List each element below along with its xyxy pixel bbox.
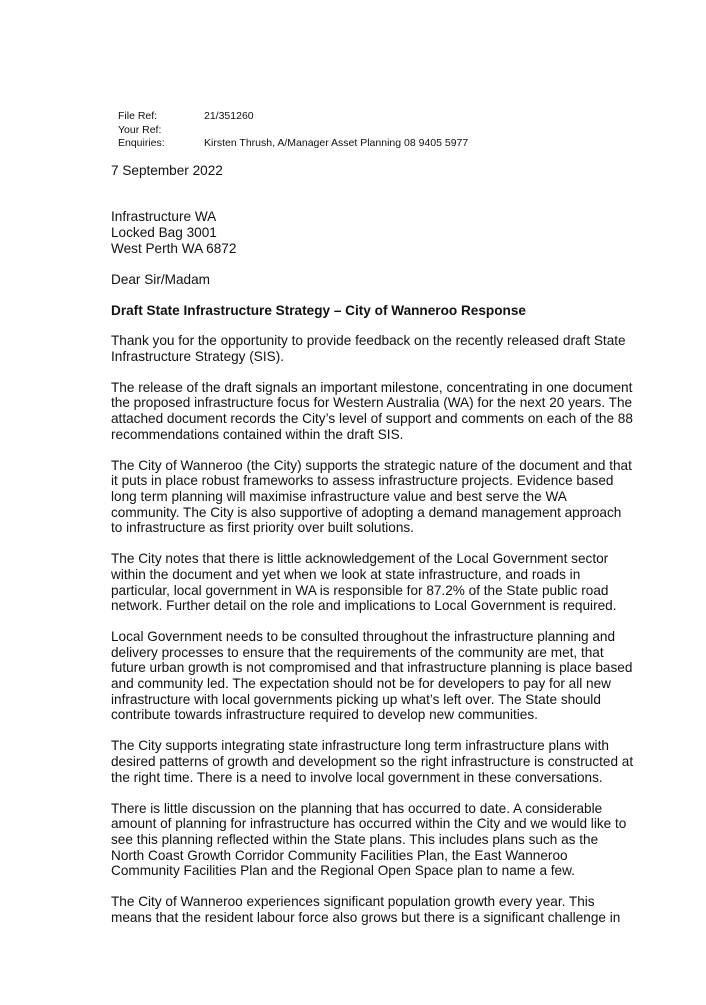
paragraph-line: The City of Wanneroo (the City) supports the strategic nature of the document and that [111, 457, 632, 473]
paragraph-line: The City supports integrating state infrastructure long term infrastructure plans with [111, 738, 609, 754]
enquiries-row [118, 137, 468, 151]
salutation: Dear Sir/Madam [111, 272, 210, 287]
body-paragraph [111, 333, 631, 364]
letter-date: 7 September 2022 [111, 163, 223, 178]
paragraph-line: delivery processes to ensure that the requirements of the community are met, that [111, 644, 604, 660]
body-paragraph [111, 458, 631, 536]
paragraph-line: The release of the draft signals an important milestone, concentrating in one document [111, 379, 633, 395]
body-paragraph [111, 738, 634, 785]
paragraph-line: within the document and yet when we look at state infrastructure, and roads in [111, 566, 581, 582]
enquiries-label: Enquiries: [118, 137, 165, 149]
paragraph-line: contribute towards infrastructure required to develop new communities. [111, 707, 538, 723]
paragraph-line: long term planning will maximise infrastructure value and best serve the WA [111, 488, 567, 504]
paragraph-line: the right time. There is a need to involve local government in these conversations. [111, 769, 603, 785]
body-paragraph [111, 629, 631, 723]
paragraph-line: community. The City is also supportive of adopting a demand management approach [111, 504, 622, 520]
paragraph-line: desired patterns of growth and development so the right infrastructure is constructed at [111, 754, 634, 770]
enquiries-value: Kirsten Thrush, A/Manager Asset Planning 08 9405 5977 [204, 137, 469, 149]
recipient-address [111, 209, 236, 257]
body-paragraph [111, 380, 631, 442]
paragraph-line: it puts in place robust frameworks to assess infrastructure projects. Evidence based [111, 473, 614, 489]
letter-body [111, 333, 634, 941]
paragraph-line: network. Further detail on the role and implications to Local Government is required. [111, 598, 617, 614]
paragraph-line: future urban growth is not compromised and that infrastructure planning is place based [111, 660, 633, 676]
paragraph-line: see this planning reflected within the State plans. This includes plans such as the [111, 832, 599, 847]
paragraph-line: attached document records the City’s level of support and comments on each of the 88 [111, 410, 633, 426]
your-ref-row [118, 124, 468, 138]
address-line: West Perth WA 6872 [111, 241, 237, 256]
paragraph-line: amount of planning for infrastructure has occurred within the City and we would like to [111, 816, 627, 832]
file-ref-row [118, 110, 468, 124]
paragraph-line: infrastructure with local governments picking up what’s left over. The State should [111, 691, 601, 707]
paragraph-line: Thank you for the opportunity to provide feedback on the recently released draft State [111, 333, 626, 348]
file-ref-label: File Ref: [118, 110, 158, 122]
paragraph-line: to infrastructure as first priority over built solutions. [111, 520, 414, 536]
paragraph-line: The City of Wanneroo experiences significant population growth every year. This [111, 894, 595, 910]
paragraph-line: means that the resident labour force also grows but there is a significant challenge in [111, 909, 621, 925]
paragraph-line: Local Government needs to be consulted throughout the infrastructure planning and [111, 629, 616, 645]
paragraph-line: There is little discussion on the planning that has occurred to date. A considerable [111, 800, 603, 816]
paragraph-line: the proposed infrastructure focus for Western Australia (WA) for the next 20 years. The [111, 395, 633, 411]
your-ref-label: Your Ref: [118, 123, 162, 136]
body-paragraph [111, 801, 631, 879]
body-paragraph [111, 551, 631, 613]
file-ref-value: 21/351260 [204, 110, 254, 122]
address-line: Locked Bag 3001 [111, 225, 217, 240]
address-line: Infrastructure WA [111, 209, 217, 224]
subject-heading: Draft State Infrastructure Strategy – City of Wanneroo Response [111, 303, 526, 318]
paragraph-line: North Coast Growth Corridor Community Facilities Plan, the East Wanneroo [111, 847, 568, 863]
paragraph-line: Infrastructure Strategy (SIS). [111, 348, 285, 364]
paragraph-line: particular, local government in WA is responsible for 87.2% of the State public road [111, 582, 609, 598]
paragraph-line: recommendations contained within the draft SIS. [111, 426, 404, 442]
paragraph-line: and community led. The expectation should not be for developers to pay for all new [111, 676, 611, 692]
reference-block [118, 110, 468, 151]
paragraph-line: The City notes that there is little acknowledgement of the Local Government sector [111, 551, 609, 567]
paragraph-line: Community Facilities Plan and the Regional Open Space plan to name a few. [111, 863, 575, 879]
body-paragraph [111, 894, 631, 925]
